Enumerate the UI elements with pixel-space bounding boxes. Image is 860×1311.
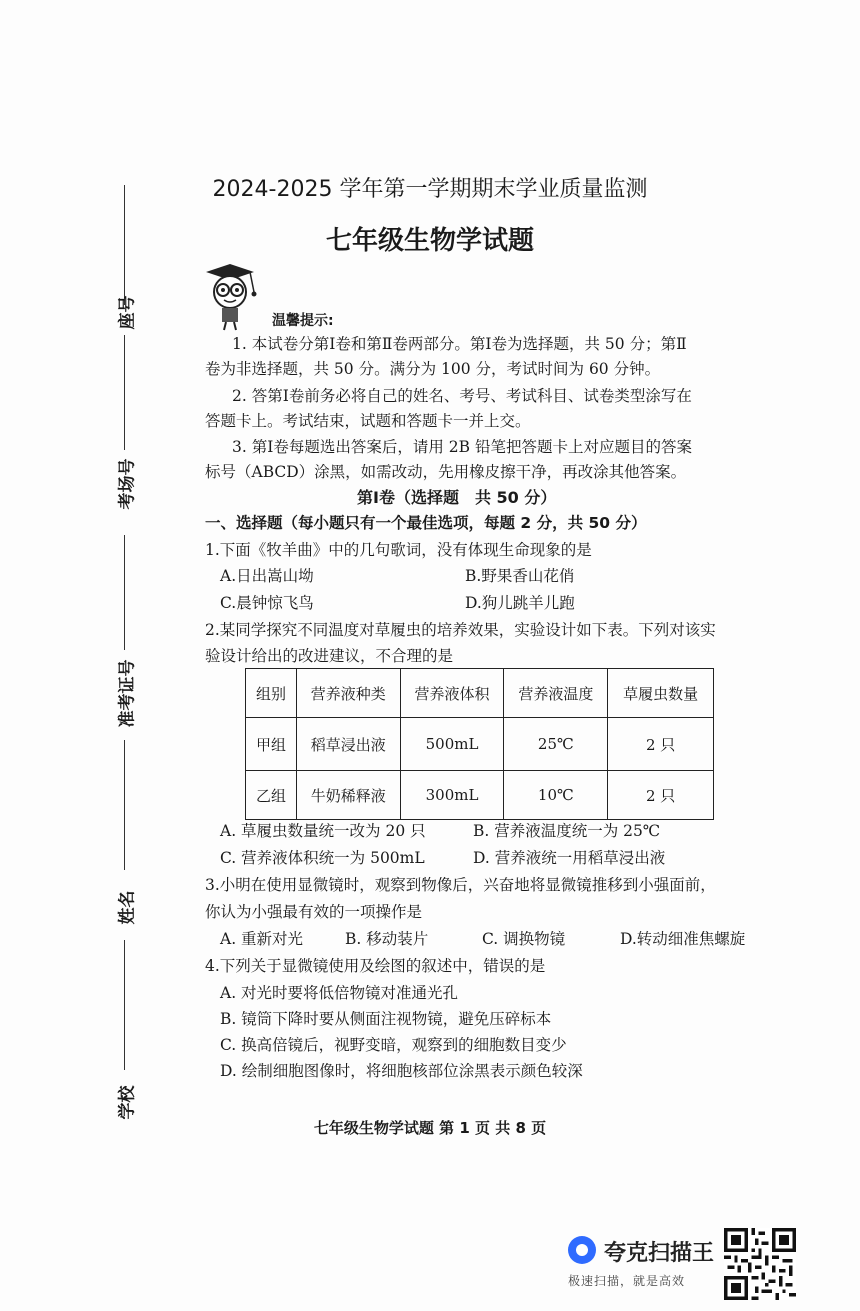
table-cell: 稻草浸出液 (296, 718, 400, 771)
q4-stem: 4.下列关于显微镜使用及绘图的叙述中，错误的是 (205, 957, 546, 975)
table-header-cell: 营养液温度 (504, 669, 608, 718)
scanner-logo-icon (568, 1236, 596, 1264)
notice-line-1: 1. 本试卷分第Ⅰ卷和第Ⅱ卷两部分。第Ⅰ卷为选择题，共 50 分；第Ⅱ (232, 335, 687, 353)
table-header-cell: 营养液种类 (296, 669, 400, 718)
notice-line-6: 标号（ABCD）涂黑，如需改动，先用橡皮擦干净，再改涂其他答案。 (205, 463, 687, 481)
q2-option-a: A. 草履虫数量统一改为 20 只 (220, 822, 426, 840)
scanner-slogan: 极速扫描，就是高效 (568, 1274, 686, 1288)
school-label: 学校 (117, 1085, 138, 1120)
part-title: 一、选择题（每小题只有一个最佳选项，每题 2 分，共 50 分） (205, 514, 647, 532)
q2-option-b: B. 营养液温度统一为 25℃ (473, 822, 661, 840)
q3-option-a: A. 重新对光 (220, 930, 304, 948)
ticket-line (124, 740, 125, 870)
table-row (246, 771, 714, 820)
q2-option-d: D. 营养液统一用稻草浸出液 (473, 849, 666, 867)
q3-option-c: C. 调换物镜 (482, 930, 566, 948)
table-cell: 2 只 (608, 771, 714, 820)
q1-option-a: A.日出嵩山坳 (220, 567, 314, 585)
notice-line-4: 答题卡上。考试结束，试题和答题卡一并上交。 (205, 412, 531, 430)
name-label: 姓名 (117, 890, 138, 925)
ticket-number-label: 准考证号 (117, 659, 138, 728)
experiment-table (245, 668, 714, 820)
mascot-icon (200, 262, 262, 332)
table-header-cell: 组别 (246, 669, 297, 718)
table-cell: 牛奶稀释液 (296, 771, 400, 820)
q3-stem-1: 3.小明在使用显微镜时，观察到物像后，兴奋地将显微镜推移到小强面前， (205, 876, 716, 894)
q4-option-d: D. 绘制细胞图像时，将细胞核部位涂黑表示颜色较深 (220, 1062, 583, 1080)
table-header-row (246, 669, 714, 718)
q1-option-d: D.狗儿跳羊儿跑 (465, 594, 575, 612)
q1-stem: 1.下面《牧羊曲》中的几句歌词，没有体现生命现象的是 (205, 541, 592, 559)
q2-stem-1: 2.某同学探究不同温度对草履虫的培养效果，实验设计如下表。下列对该实 (205, 621, 716, 639)
q3-stem-2: 你认为小强最有效的一项操作是 (205, 903, 423, 921)
notice-line-3: 2. 答第Ⅰ卷前务必将自己的姓名、考号、考试科目、试卷类型涂写在 (232, 387, 692, 405)
table-cell: 25℃ (504, 718, 608, 771)
scanner-brand-name: 夸克扫描王 (604, 1241, 715, 1266)
q1-option-c: C.晨钟惊飞鸟 (220, 594, 314, 612)
table-cell: 10℃ (504, 771, 608, 820)
exam-room-label: 考场号 (117, 458, 138, 510)
notice-line-5: 3. 第Ⅰ卷每题选出答案后，请用 2B 铅笔把答题卡上对应题目的答案 (232, 438, 692, 456)
table-row (246, 718, 714, 771)
seat-label: 座号 (117, 295, 138, 330)
table-cell: 300mL (400, 771, 504, 820)
q4-option-a: A. 对光时要将低倍物镜对准通光孔 (220, 984, 459, 1002)
q3-option-b: B. 移动装片 (345, 930, 429, 948)
room-line (124, 335, 125, 450)
table-cell: 2 只 (608, 718, 714, 771)
notice-line-2: 卷为非选择题，共 50 分。满分为 100 分，考试时间为 60 分钟。 (205, 360, 661, 378)
room-line-2 (124, 535, 125, 650)
q3-option-d: D.转动细准焦螺旋 (620, 930, 746, 948)
page-footer: 七年级生物学试题 第 1 页 共 8 页 (313, 1119, 547, 1137)
notice-heading: 温馨提示: (272, 313, 334, 329)
qr-code-icon (724, 1228, 796, 1300)
table-cell: 甲组 (246, 718, 297, 771)
name-line (124, 940, 125, 1070)
q1-option-b: B.野果香山花俏 (465, 567, 575, 585)
section-title: 第Ⅰ卷（选择题 共 50 分） (357, 488, 557, 507)
q2-stem-2: 验设计给出的改进建议，不合理的是 (205, 647, 454, 665)
table-cell: 乙组 (246, 771, 297, 820)
q4-option-c: C. 换高倍镜后，视野变暗，观察到的细胞数目变少 (220, 1036, 567, 1054)
table-header-cell: 草履虫数量 (608, 669, 714, 718)
q2-option-c: C. 营养液体积统一为 500mL (220, 849, 425, 867)
table-header-cell: 营养液体积 (400, 669, 504, 718)
q4-option-b: B. 镜筒下降时要从侧面注视物镜，避免压碎标本 (220, 1010, 552, 1028)
exam-title: 2024-2025 学年第一学期期末学业质量监测 (212, 177, 648, 202)
table-cell: 500mL (400, 718, 504, 771)
exam-subtitle: 七年级生物学试题 (325, 226, 534, 256)
